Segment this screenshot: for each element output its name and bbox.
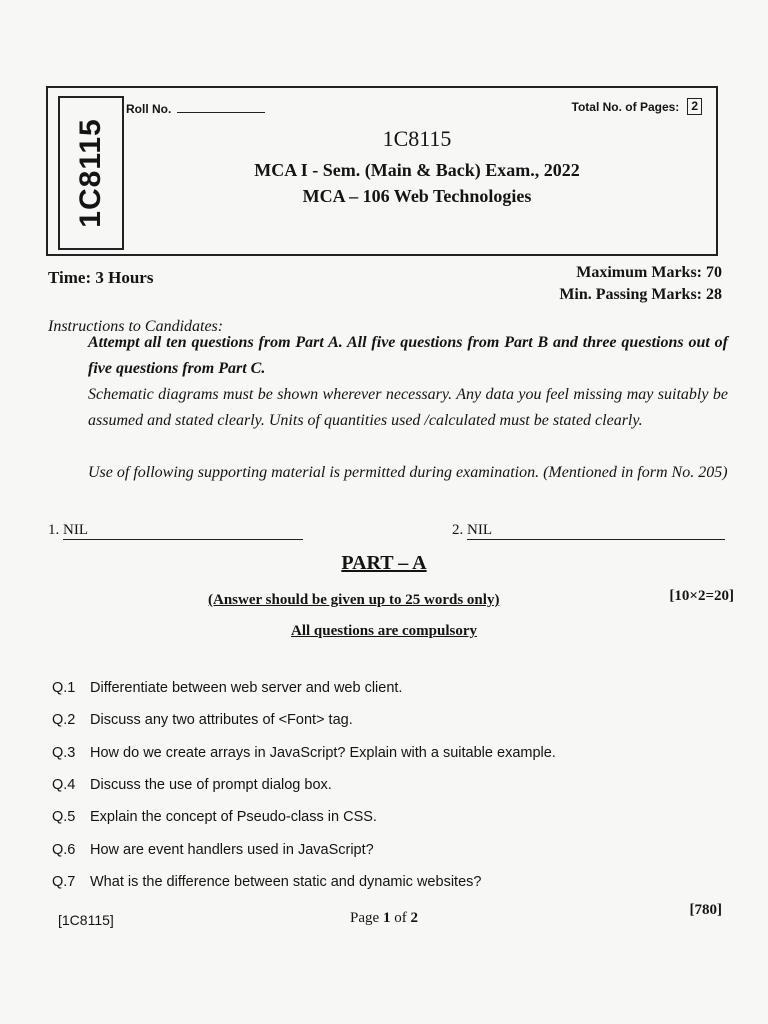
total-pages-value: 2 [687, 98, 702, 115]
instructions-heading: Instructions to Candidates: [48, 318, 224, 335]
exam-code: 1C8115 [382, 126, 452, 151]
footer-paper-code: [1C8115] [58, 912, 114, 928]
question-number: Q.7 [52, 873, 76, 890]
supporting-material-1 [48, 522, 303, 540]
question-number: Q.4 [52, 777, 76, 794]
footer-serial: [780] [689, 902, 722, 918]
header-box [46, 86, 718, 256]
question-number: Q.1 [52, 680, 76, 697]
question-number: Q.5 [52, 809, 76, 826]
question-text: Differentiate between web server and web client. [90, 680, 403, 697]
question-3 [52, 737, 732, 769]
marks-info [559, 262, 722, 306]
question-text: Discuss the use of prompt dialog box. [90, 777, 332, 794]
total-pages-label: Total No. of Pages: [571, 99, 680, 114]
compulsory-note: All questions are compulsory [291, 623, 477, 639]
question-text: What is the difference between static and dynamic websites? [90, 873, 482, 890]
part-a-marks-scheme: [10×2=20] [669, 588, 734, 604]
question-6 [52, 833, 732, 865]
material-2-number: 2. [452, 522, 464, 538]
question-text: How are event handlers used in JavaScript? [90, 841, 374, 858]
instruction-1: Attempt all ten questions from Part A. All five questions from Part B and three questions out of five questions from Part C. [88, 334, 728, 377]
material-2-value: NIL [467, 522, 725, 540]
question-2 [52, 704, 732, 736]
question-text: Explain the concept of Pseudo-class in CSS. [90, 809, 377, 826]
exam-subject: MCA – 106 Web Technologies [302, 186, 532, 206]
footer-page-number [0, 910, 768, 927]
question-list [52, 672, 732, 898]
question-text: Discuss any two attributes of <Font> tag. [90, 712, 353, 729]
part-a-title: PART – A [341, 552, 427, 574]
page-of: of [394, 910, 407, 926]
side-paper-code: 1C8115 [74, 118, 107, 228]
material-1-number: 1. [48, 522, 60, 538]
instruction-2: Schematic diagrams must be shown wherever necessary. Any data you feel missing may suitably be assumed and stated clearly. Units of quantities used /calculated must be stated clearly. [88, 386, 728, 429]
exam-duration: Time: 3 Hours [48, 268, 154, 287]
page-current: 1 [382, 910, 391, 926]
roll-no-label: Roll No. [126, 102, 172, 116]
answer-length-note: (Answer should be given up to 25 words only) [208, 592, 500, 608]
maximum-marks: Maximum Marks: 70 [576, 264, 722, 281]
page-prefix: Page [350, 910, 380, 926]
question-number: Q.6 [52, 841, 76, 858]
question-number: Q.2 [52, 712, 76, 729]
question-7 [52, 866, 732, 898]
roll-no-field [126, 102, 265, 116]
exam-title: MCA I - Sem. (Main & Back) Exam., 2022 [254, 160, 580, 180]
instruction-3: Use of following supporting material is permitted during examination. (Mentioned in form No. 205) [88, 464, 728, 481]
material-1-value: NIL [63, 522, 303, 540]
question-number: Q.3 [52, 744, 76, 761]
roll-no-blank [177, 102, 265, 113]
supporting-material-2 [452, 522, 725, 540]
question-text: How do we create arrays in JavaScript? Explain with a suitable example. [90, 744, 556, 761]
question-4 [52, 769, 732, 801]
question-5 [52, 801, 732, 833]
min-passing-marks: Min. Passing Marks: 28 [559, 286, 722, 303]
page-total: 2 [410, 910, 418, 926]
total-pages [572, 98, 702, 115]
question-1 [52, 672, 732, 704]
